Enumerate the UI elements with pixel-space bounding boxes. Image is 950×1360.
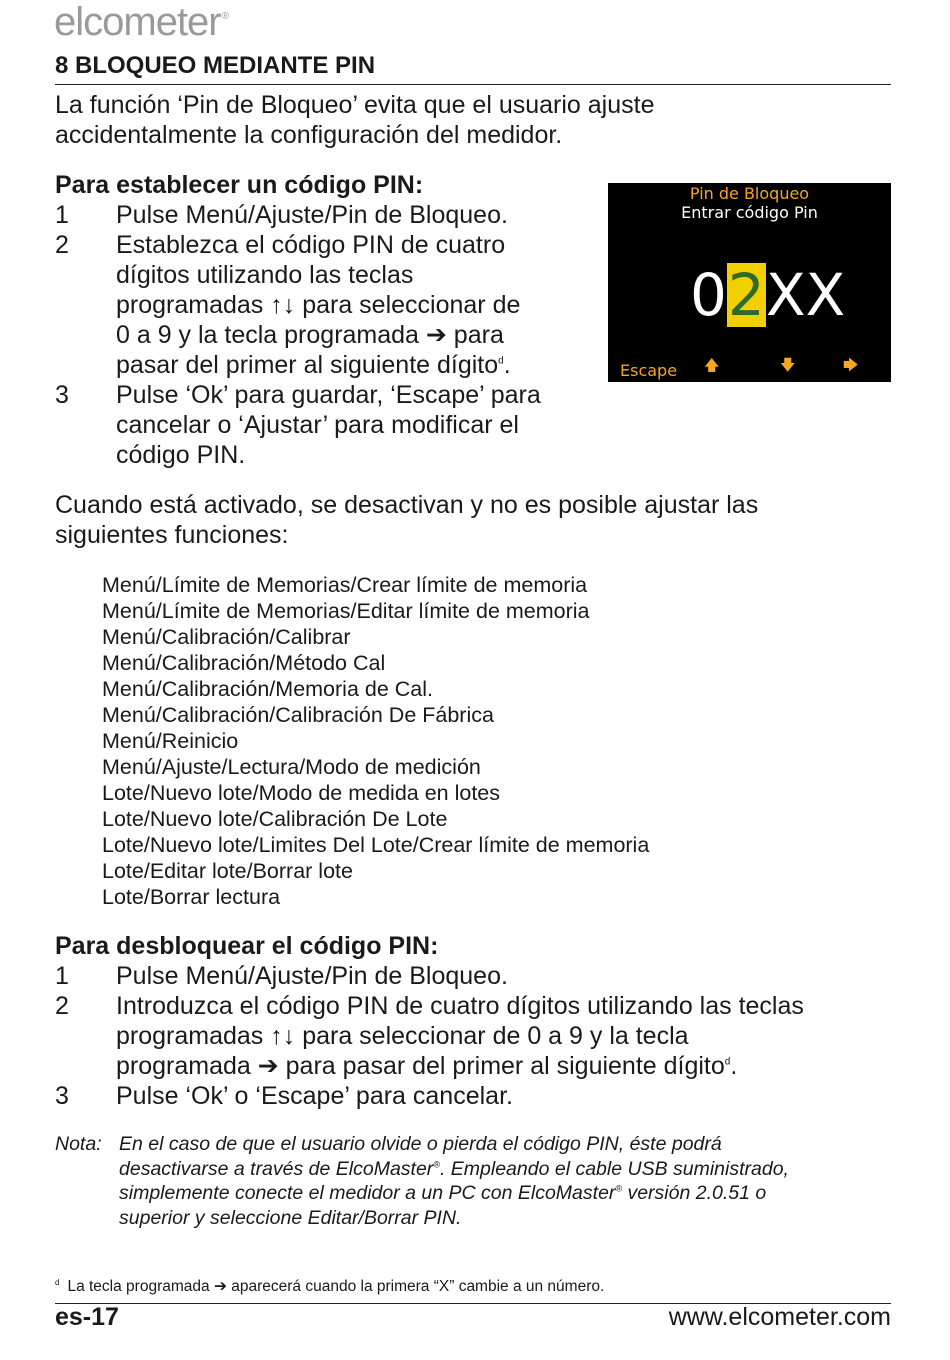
step-number: 3 — [55, 1082, 69, 1110]
step-line — [116, 290, 585, 320]
step-line: código PIN. — [116, 441, 246, 469]
step-line-text: para seleccionar de — [295, 291, 521, 319]
intro-line: accidentalmente la configuración del medidor. — [55, 121, 563, 149]
step-line-text: pasar del primer al siguiente dígito — [116, 351, 499, 379]
step-line-text: . — [503, 351, 511, 379]
set-pin-step-1 — [55, 200, 585, 230]
set-pin-steps — [55, 200, 585, 470]
logo-text: elcometer — [54, 0, 221, 44]
page-number: es-17 — [55, 1303, 119, 1331]
step-number: 1 — [55, 201, 69, 229]
pin-digit-cursor: 2 — [727, 261, 765, 329]
step-line — [116, 350, 585, 380]
step-number: 3 — [55, 381, 69, 409]
step-line-text: para — [446, 321, 504, 349]
up-down-arrows-icon: ↑↓ — [270, 1022, 296, 1050]
footnote-marker: d — [498, 355, 504, 367]
list-item: Lote/Nuevo lote/Limites Del Lote/Crear límite de memoria — [102, 833, 650, 857]
step-number: 2 — [55, 992, 69, 1020]
step-line-text: programadas — [116, 1022, 271, 1050]
footnote — [55, 1277, 604, 1296]
step-number: 2 — [55, 231, 69, 259]
device-screen — [608, 183, 891, 382]
list-item: Menú/Límite de Memorias/Crear límite de memoria — [102, 573, 588, 597]
note-line: superior y seleccione Editar/Borrar PIN. — [119, 1206, 462, 1229]
pin-entry — [690, 263, 845, 327]
activated-paragraph — [55, 490, 758, 550]
disabled-functions-list — [102, 572, 649, 910]
note-line-text: versión 2.0.51 o — [622, 1182, 767, 1204]
unlock-heading: Para desbloquear el código PIN: — [55, 932, 439, 960]
registered-mark: ® — [615, 1183, 623, 1194]
list-item: Menú/Ajuste/Lectura/Modo de medición — [102, 755, 481, 779]
step-line — [116, 1051, 891, 1081]
elcometer-logo — [54, 0, 227, 45]
footnote-text: aparecerá cuando la primera “X” cambie a un número. — [226, 1278, 605, 1295]
list-item: Lote/Editar lote/Borrar lote — [102, 859, 353, 883]
right-arrow-icon: ➔ — [425, 321, 447, 349]
screen-subtitle: Entrar código Pin — [681, 203, 818, 222]
up-down-arrows-icon: ↑↓ — [270, 291, 296, 319]
note-line-text: simplemente conecte el medidor a un PC con ElcoMaster — [119, 1182, 616, 1204]
list-item: Lote/Nuevo lote/Calibración De Lote — [102, 807, 448, 831]
set-pin-step-2 — [55, 230, 585, 380]
list-item: Menú/Calibración/Método Cal — [102, 651, 386, 675]
step-line: cancelar o ‘Ajustar’ para modificar el — [116, 411, 519, 439]
right-arrow-icon: ➔ — [213, 1278, 227, 1295]
right-arrow-icon: ➔ — [257, 1052, 279, 1080]
footnote-marker: d — [724, 1056, 731, 1068]
softkey-down-arrow-icon[interactable]: 🡇 — [780, 356, 796, 374]
list-item: Menú/Límite de Memorias/Editar límite de memoria — [102, 599, 590, 623]
step-line-text: para seleccionar de 0 a 9 y la tecla — [295, 1022, 689, 1050]
website-link[interactable]: www.elcometer.com — [668, 1303, 891, 1331]
section-title: 8 BLOQUEO MEDIANTE PIN — [55, 52, 376, 79]
list-item: Menú/Calibración/Calibrar — [102, 625, 351, 649]
pin-digit: X — [765, 261, 806, 329]
activated-line: siguientes funciones: — [55, 521, 289, 549]
unlock-step-3 — [55, 1081, 891, 1111]
softkey-escape[interactable]: Escape — [620, 361, 678, 380]
step-text — [116, 991, 891, 1081]
note-line-text: desactivarse a través de ElcoMaster — [119, 1157, 434, 1180]
step-text: Pulse ‘Ok’ o ‘Escape’ para cancelar. — [116, 1082, 513, 1110]
header-rule — [55, 84, 891, 85]
step-text — [116, 380, 585, 470]
step-line: Pulse ‘Ok’ para guardar, ‘Escape’ para — [116, 381, 541, 409]
footnote-text: La tecla programada — [67, 1278, 214, 1295]
step-line: Establezca el código PIN de cuatro — [116, 231, 506, 259]
step-line — [116, 320, 585, 350]
note-line — [119, 1181, 879, 1206]
list-item: Menú/Calibración/Calibración De Fábrica — [102, 703, 494, 727]
step-number: 1 — [55, 962, 69, 990]
note-line-text: . Empleando el cable USB suministrado, — [439, 1157, 789, 1180]
logo-registered-mark: ® — [221, 10, 228, 22]
softkey-up-arrow-icon[interactable]: 🡅 — [704, 356, 720, 374]
step-text: Pulse Menú/Ajuste/Pin de Bloqueo. — [116, 962, 508, 990]
list-item: Lote/Borrar lectura — [102, 885, 281, 909]
activated-line: Cuando está activado, se desactivan y no es posible ajustar las — [55, 491, 759, 519]
step-line-text: . — [730, 1052, 738, 1080]
screen-title: Pin de Bloqueo — [689, 184, 810, 203]
step-line-text: programadas — [116, 291, 271, 319]
step-line — [116, 1021, 891, 1051]
unlock-step-2 — [55, 991, 891, 1081]
list-item: Menú/Reinicio — [102, 729, 239, 753]
registered-mark: ® — [433, 1159, 440, 1169]
step-line-text: 0 a 9 y la tecla programada — [116, 321, 426, 349]
note-body — [119, 1132, 879, 1230]
unlock-steps — [55, 961, 891, 1111]
pin-digit: 0 — [690, 261, 727, 329]
step-line-text: programada — [116, 1052, 258, 1080]
list-item: Lote/Nuevo lote/Modo de medida en lotes — [102, 781, 501, 805]
note-line — [119, 1157, 879, 1182]
list-item: Menú/Calibración/Memoria de Cal. — [102, 677, 434, 701]
step-text: Pulse Menú/Ajuste/Pin de Bloqueo. — [116, 201, 508, 229]
step-line-text: para pasar del primer al siguiente dígito — [278, 1052, 725, 1080]
footnote-marker: d — [55, 1277, 60, 1287]
intro-line: La función ‘Pin de Bloqueo’ evita que el usuario ajuste — [55, 91, 655, 119]
pin-digit: X — [805, 261, 846, 329]
note — [55, 1132, 879, 1230]
set-pin-step-3 — [55, 380, 585, 470]
set-pin-heading: Para establecer un código PIN: — [55, 171, 424, 199]
step-text — [116, 230, 585, 380]
intro-paragraph — [55, 90, 655, 150]
unlock-step-1 — [55, 961, 891, 991]
step-line: dígitos utilizando las teclas — [116, 261, 414, 289]
note-line: En el caso de que el usuario olvide o pierda el código PIN, éste podrá — [119, 1133, 722, 1155]
softkey-right-arrow-icon[interactable]: 🡆 — [843, 356, 859, 374]
step-line: Introduzca el código PIN de cuatro dígitos utilizando las teclas — [116, 992, 804, 1020]
note-label: Nota: — [55, 1133, 102, 1155]
